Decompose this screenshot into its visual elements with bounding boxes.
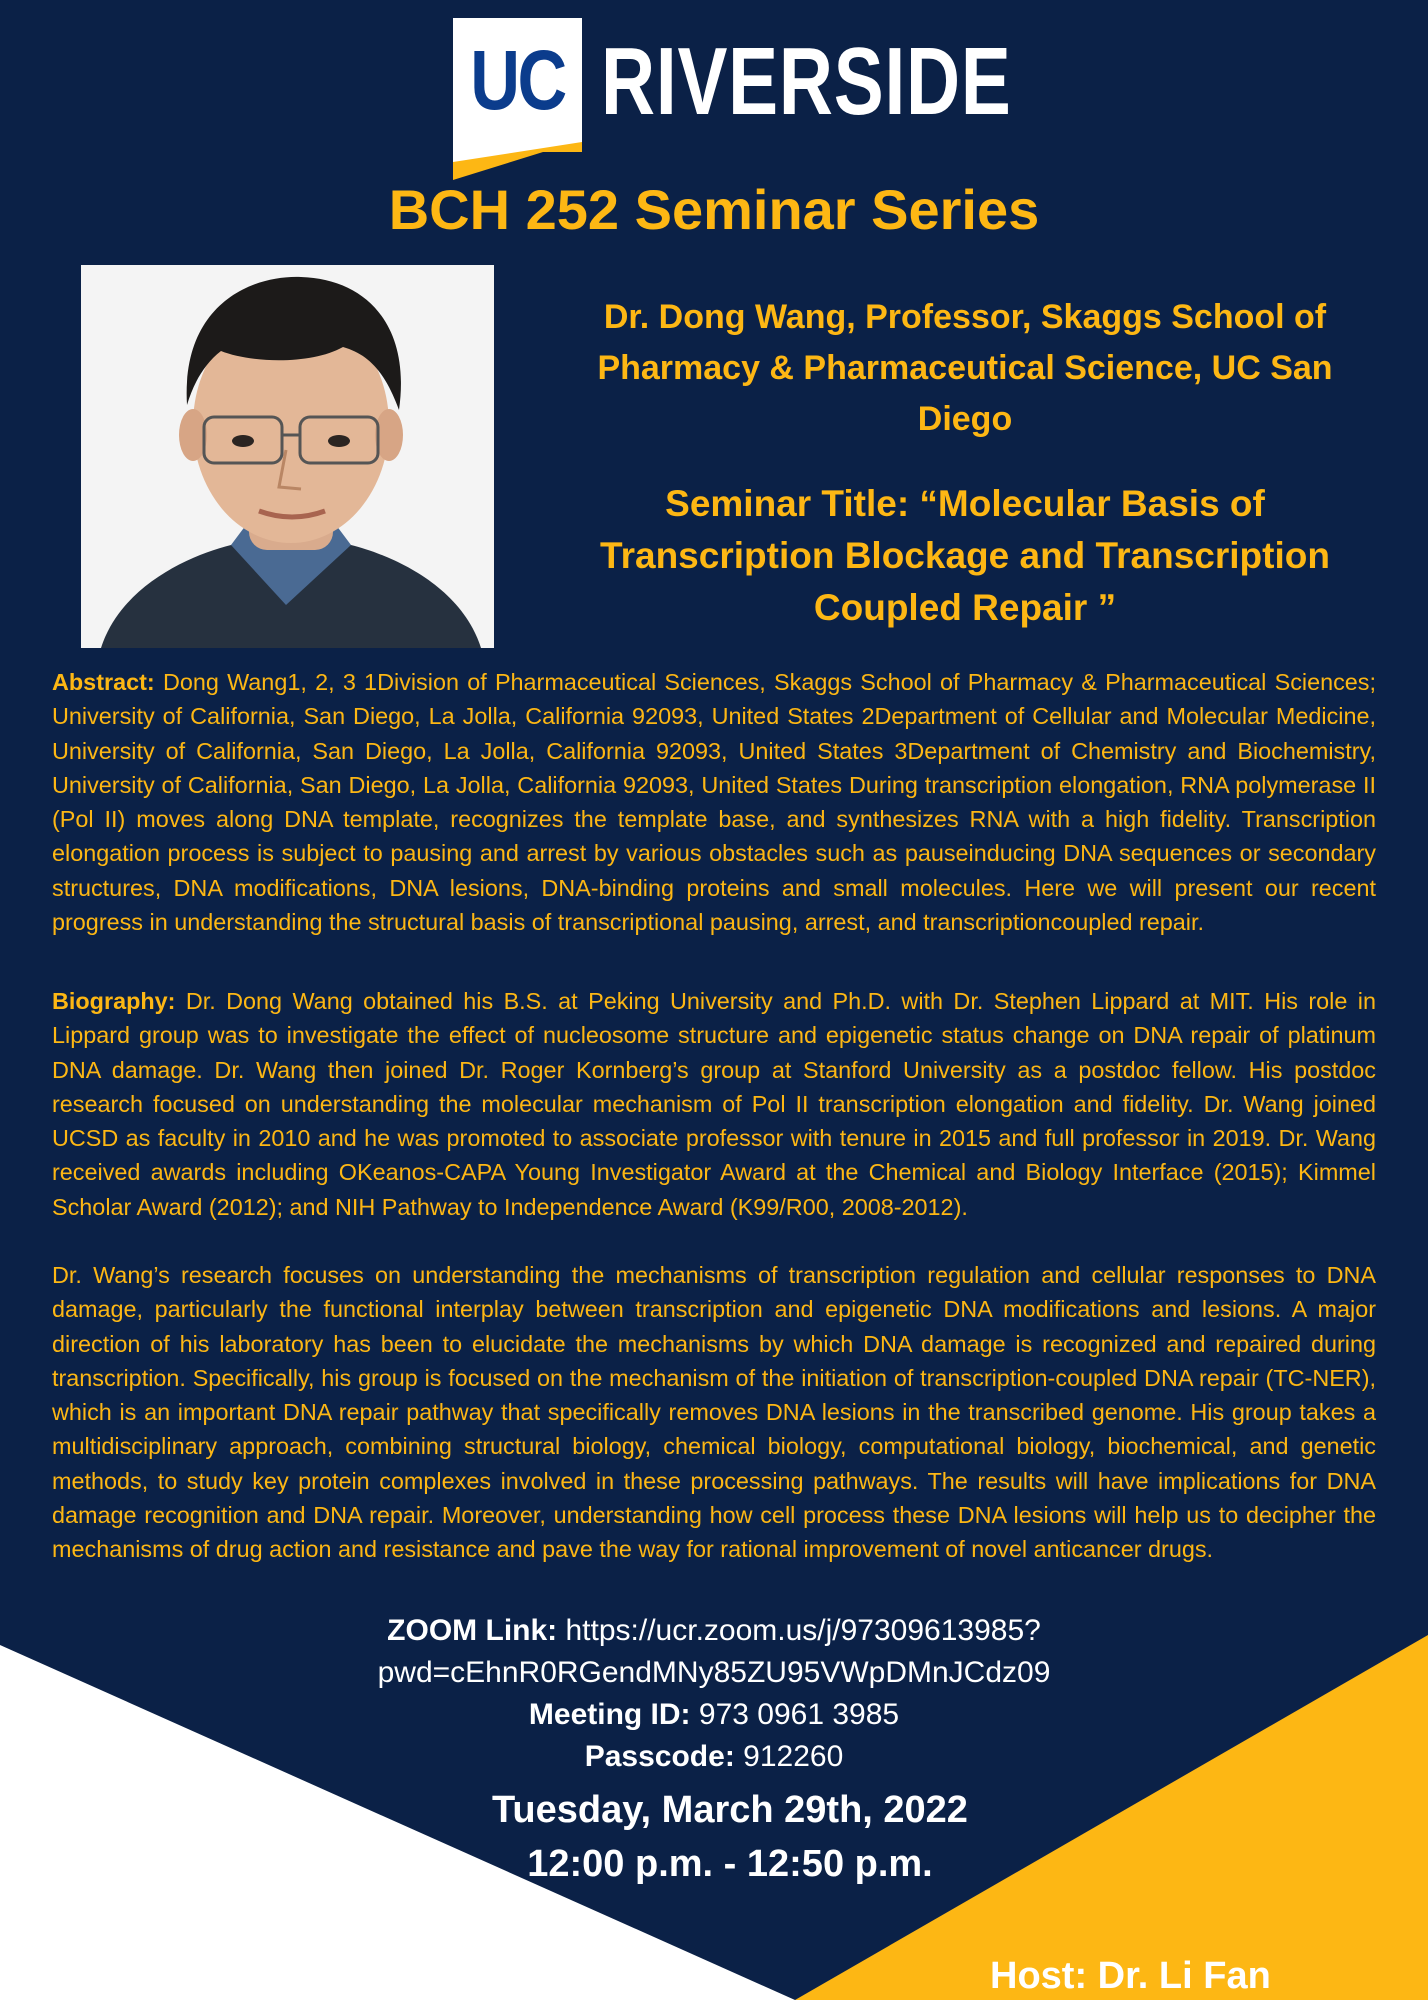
meeting-id-label: Meeting ID:: [528, 1698, 691, 1731]
zoom-link-part-1[interactable]: https://ucr.zoom.us/j/97309613985?: [565, 1614, 1041, 1647]
speaker-info: [540, 292, 1390, 445]
biography-label: Biography:: [52, 988, 176, 1014]
zoom-details: [0, 1610, 1428, 1778]
seminar-title-line-3: Coupled Repair ”: [813, 587, 1117, 628]
ucr-logo: [453, 18, 1012, 163]
seminar-title-line-2: Transcription Blockage and Transcription: [600, 535, 1330, 576]
zoom-link-row[interactable]: [0, 1610, 1428, 1652]
seminar-title-line-1: Seminar Title: “Molecular Basis of: [665, 483, 1265, 524]
abstract-paragraph: [52, 665, 1376, 939]
host-name: Host: Dr. Li Fan: [990, 1955, 1271, 1997]
biography-paragraph: [52, 984, 1376, 1224]
event-date: Tuesday, March 29th, 2022: [492, 1789, 968, 1831]
speaker-line-2: Pharmacy & Pharmaceutical Science, UC San: [597, 349, 1333, 387]
logo-gold-wedge-icon: [453, 122, 613, 182]
logo-uc-text: UC: [470, 33, 565, 127]
biography-text: Dr. Dong Wang obtained his B.S. at Peking University and Ph.D. with Dr. Stephen Lippard at MIT. His role in Lippard group was to investigate the effect of nucleosome structure and epigenetic status change on DNA repair of platinum DNA damage. Dr. Wang then joined Dr. Roger Kornberg’s group at Stanford University as a postdoc fellow. His postdoc research focused on understanding the molecular mechanism of Pol II transcription elongation and fidelity. Dr. Wang joined UCSD as faculty in 2010 and he was promoted to associate professor with tenure in 2015 and full professor in 2019. Dr. Wang received awards including OKeanos-CAPA Young Investigator Award at the Chemical and Biology Interface (2015); Kimmel Scholar Award (2012); and NIH Pathway to Independence Award (K99/R00, 2008-2012).: [52, 988, 1376, 1220]
event-datetime: [0, 1783, 1428, 1891]
passcode-value: 912260: [743, 1740, 844, 1773]
logo-wordmark: RIVERSIDE: [601, 28, 1012, 135]
research-paragraph: Dr. Wang’s research focuses on understanding the mechanisms of transcription regulation and cellular responses to DNA damage, particularly the functional interplay between transcription and epigenetic DNA modifications and lesions. A major direction of his laboratory has been to elucidate the mechanisms by which DNA damage is recognized and repaired during transcription. Specifically, his group is focused on the mechanism of the initiation of transcription-coupled DNA repair (TC-NER), which is an important DNA repair pathway that specifically removes DNA lesions in the transcribed genome. His group takes a multidisciplinary approach, combining structural biology, chemical biology, computational biology, biochemical, and genetic methods, to study key protein complexes involved in these processing pathways. The results will have implications for DNA damage recognition and DNA repair. Moreover, understanding how cell process these DNA lesions will help us to decipher the mechanisms of drug action and resistance and pave the way for rational improvement of novel anticancer drugs.: [52, 1262, 1376, 1563]
speaker-photo: [81, 265, 494, 648]
speaker-portrait-icon: [81, 265, 494, 648]
passcode-label: Passcode:: [584, 1740, 735, 1773]
speaker-line-3: Diego: [917, 400, 1013, 438]
series-title: BCH 252 Seminar Series: [388, 178, 1040, 241]
zoom-link-label: ZOOM Link:: [387, 1614, 558, 1647]
meeting-id-row: [0, 1694, 1428, 1736]
seminar-title: [540, 478, 1390, 634]
zoom-link-part-2[interactable]: pwd=cEhnR0RGendMNy85ZU95VWpDMnJCdz09: [377, 1656, 1051, 1689]
abstract-text: Dong Wang1, 2, 3 1Division of Pharmaceutical Sciences, Skaggs School of Pharmacy & Pharmaceutical Sciences; University of California, San Diego, La Jolla, California 92093, United States 2Department of Cellular and Molecular Medicine, University of California, San Diego, La Jolla, California 92093, United States 3Department of Chemistry and Biochemistry, University of California, San Diego, La Jolla, California 92093, United States During transcription elongation, RNA polymerase II (Pol II) moves along DNA template, recognizes the template base, and synthesizes RNA with a high fidelity. Transcription elongation process is subject to pausing and arrest by various obstacles such as pauseinducing DNA sequences or secondary structures, DNA modifications, DNA lesions, DNA-binding proteins and small molecules. Here we will present our recent progress in understanding the structural basis of transcriptional pausing, arrest, and transcriptioncoupled repair.: [52, 669, 1377, 936]
abstract-label: Abstract:: [52, 669, 155, 695]
event-time: 12:00 p.m. - 12:50 p.m.: [527, 1843, 933, 1885]
passcode-row: [0, 1736, 1428, 1778]
speaker-line-1: Dr. Dong Wang, Professor, Skaggs School of: [603, 298, 1327, 336]
meeting-id-value: 973 0961 3985: [698, 1698, 900, 1731]
